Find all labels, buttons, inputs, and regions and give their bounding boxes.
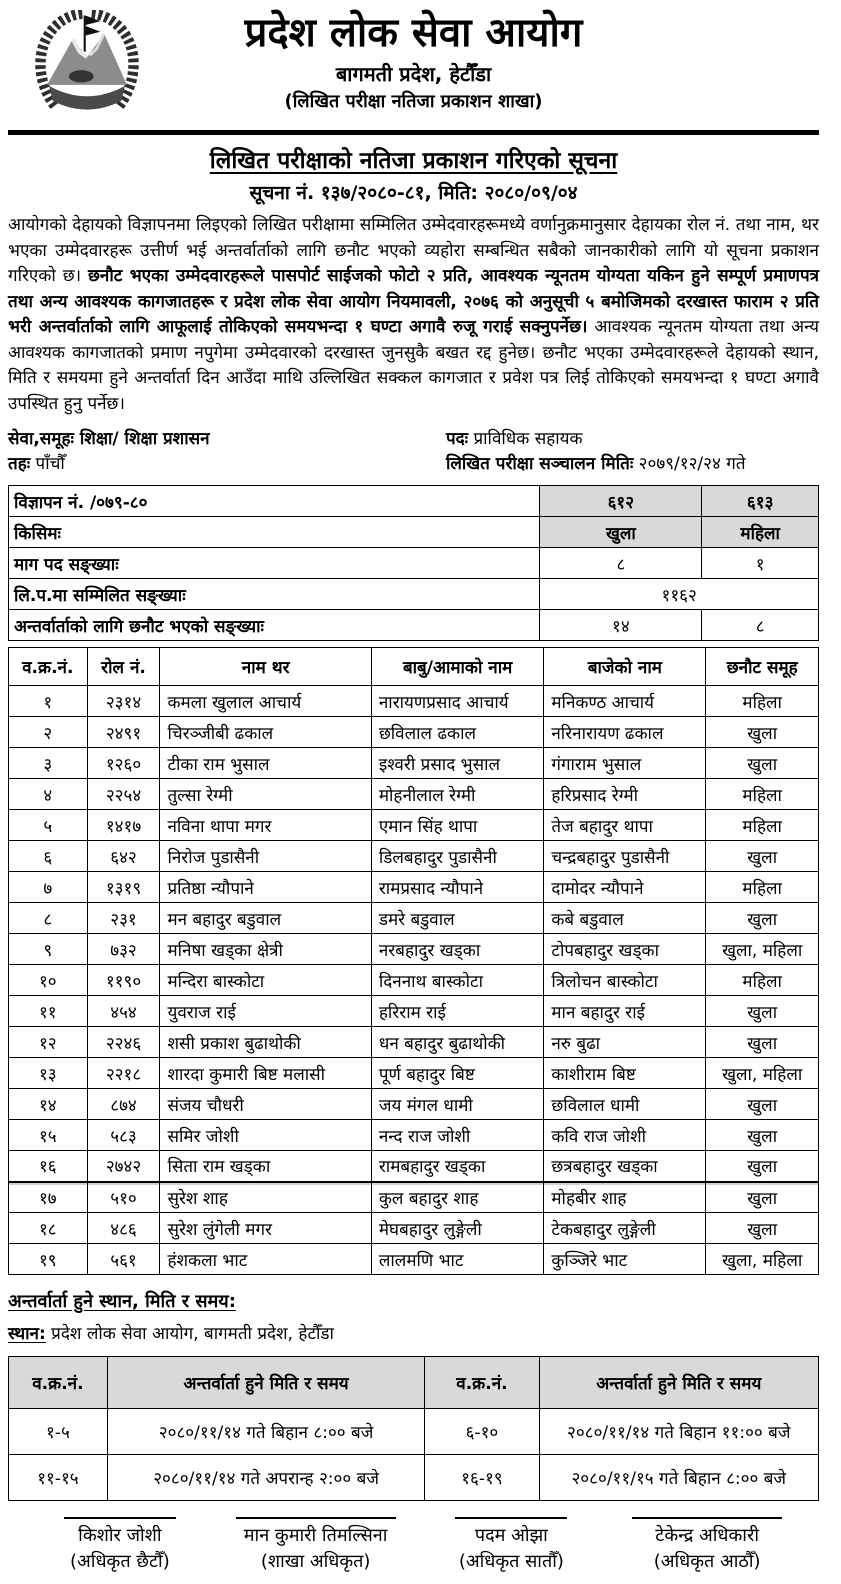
- serial-cell: १५: [9, 1120, 88, 1151]
- roll-cell: १४१७: [87, 810, 160, 841]
- signatory-name: मान कुमारी तिमल्सिना: [243, 1525, 388, 1546]
- group-cell: खुला: [706, 1182, 819, 1213]
- schedule-row: [9, 1455, 819, 1501]
- roll-cell: ६४२: [87, 841, 160, 872]
- results-table: [8, 647, 819, 1275]
- grandfather-cell: टेकबहादुर लुङ्गेली: [544, 1213, 706, 1244]
- father-mother-cell: इश्वरी प्रसाद भुसाल: [371, 748, 544, 779]
- level-line: [8, 452, 446, 477]
- grandfather-cell: नरु बुढा: [544, 1027, 706, 1058]
- group-cell: महिला: [706, 686, 819, 717]
- name-cell: सिता राम खड्का: [160, 1151, 371, 1182]
- location-value: प्रदेश लोक सेवा आयोग, बागमती प्रदेश, हेटौँडा: [45, 1324, 334, 1344]
- service-group-value: शिक्षा/ शिक्षा प्रशासन: [73, 429, 210, 449]
- father-mother-cell: एमान सिंह थापा: [371, 810, 544, 841]
- demand-posts-female: १: [702, 548, 819, 579]
- signatures-row: [8, 1517, 819, 1575]
- grandfather-cell: कवि राज जोशी: [544, 1120, 706, 1151]
- org-province: बागमती प्रदेश, हेटौँडा: [335, 62, 492, 86]
- result-row: [9, 1244, 819, 1275]
- name-cell: शसी प्रकाश बुढाथोकी: [160, 1027, 371, 1058]
- name-cell: युवराज राई: [160, 996, 371, 1027]
- advertisement-summary-table: [8, 485, 819, 641]
- para-normal-2: आवश्यक न्यूनतम योग्यता तथा अन्य आवश्यक कागजातको प्रमाण नपुगेमा उम्मेदवारको दरखास्त जुनसुकै बखत रद्द हुनेछ। छनौट भएका उम्मेदवारहरूले देहायको स्थान, मिति र समयमा हुने अन्तर्वार्ता दिन आउँदा माथि उल्लिखित सक्कल कागजात र प्रवेश पत्र लिई तोकिएको समयभन्दा १ घण्टा अगावै उपस्थित हुनु पर्नेछ।: [8, 317, 819, 414]
- demand-posts-open: ८: [540, 548, 702, 579]
- group-cell: खुला: [706, 1120, 819, 1151]
- post-line: [446, 427, 819, 452]
- serial-cell: ११: [9, 996, 88, 1027]
- post-value: प्राविधिक सहायक: [468, 429, 583, 449]
- signature-block: [414, 1517, 610, 1575]
- result-row: [9, 748, 819, 779]
- roll-cell: ४५४: [87, 996, 160, 1027]
- result-row: [9, 934, 819, 965]
- group-cell: खुला: [706, 841, 819, 872]
- result-row: [9, 1089, 819, 1120]
- header-full-name: नाम थर: [160, 648, 371, 686]
- grandfather-cell: गंगाराम भुसाल: [544, 748, 706, 779]
- roll-cell: २३१: [87, 903, 160, 934]
- result-row: [9, 1120, 819, 1151]
- name-cell: चिरञ्जीबी ढकाल: [160, 717, 371, 748]
- signatory-role: (अधिकृत आठौँ): [653, 1551, 761, 1572]
- schedule-header-datetime-2: अन्तर्वार्ता हुने मिति र समय: [539, 1357, 818, 1409]
- grandfather-cell: मोहबीर शाह: [544, 1182, 706, 1213]
- roll-cell: १३१९: [87, 872, 160, 903]
- serial-cell: १२: [9, 1027, 88, 1058]
- grandfather-cell: हरिप्रसाद रेग्मी: [544, 779, 706, 810]
- father-mother-cell: दिननाथ बास्कोटा: [371, 965, 544, 996]
- results-header-row: [9, 648, 819, 686]
- father-mother-cell: धन बहादुर बुढाथोकी: [371, 1027, 544, 1058]
- serial-cell: १०: [9, 965, 88, 996]
- result-row: [9, 717, 819, 748]
- service-group-line: [8, 427, 446, 452]
- signature-block: [609, 1517, 805, 1575]
- name-cell: मन्दिरा बास्कोटा: [160, 965, 371, 996]
- name-cell: टीका राम भुसाल: [160, 748, 371, 779]
- signature-line: [455, 1517, 567, 1519]
- name-cell: प्रतिष्ठा न्यौपाने: [160, 872, 371, 903]
- result-row: [9, 903, 819, 934]
- group-cell: महिला: [706, 779, 819, 810]
- org-branch: (लिखित परीक्षा नतिजा प्रकाशन शाखा): [284, 91, 543, 112]
- name-cell: संजय चौधरी: [160, 1089, 371, 1120]
- meta-right-column: [446, 427, 819, 477]
- exam-date-value: २०७९/१२/२४ गते: [633, 454, 746, 474]
- father-mother-cell: छविलाल ढकाल: [371, 717, 544, 748]
- result-row: [9, 996, 819, 1027]
- serial-cell: ७: [9, 872, 88, 903]
- grandfather-cell: कुञ्जिरे भाट: [544, 1244, 706, 1275]
- roll-cell: ४८६: [87, 1213, 160, 1244]
- serial-cell: ३: [9, 748, 88, 779]
- serial-cell: २: [9, 717, 88, 748]
- group-cell: खुला, महिला: [706, 1058, 819, 1089]
- father-mother-cell: डमरे बडुवाल: [371, 903, 544, 934]
- notice-number: सूचना नं. १३७/२०८०-८१, मिति: २०८०/०९/०४: [249, 182, 578, 204]
- group-cell: खुला: [706, 717, 819, 748]
- header-grandfather-name: बाजेको नाम: [544, 648, 706, 686]
- name-cell: नविना थापा मगर: [160, 810, 371, 841]
- grandfather-cell: टोपबहादुर खड्का: [544, 934, 706, 965]
- name-cell: मन बहादुर बडुवाल: [160, 903, 371, 934]
- signature-line: [64, 1517, 176, 1519]
- father-mother-cell: रामबहादुर खड्का: [371, 1151, 544, 1182]
- grandfather-cell: छविलाल धामी: [544, 1089, 706, 1120]
- service-group-label: सेवा,समूहः: [8, 429, 74, 449]
- header-roll-no: रोल नं.: [87, 648, 160, 686]
- selected-count-female: ८: [702, 610, 819, 641]
- exam-date-line: [446, 452, 819, 477]
- roll-cell: ११९०: [87, 965, 160, 996]
- grandfather-cell: नरिनारायण ढकाल: [544, 717, 706, 748]
- name-cell: निरोज पुडासैनी: [160, 841, 371, 872]
- roll-cell: २७४२: [87, 1151, 160, 1182]
- father-mother-cell: मेघबहादुर लुङ्गेली: [371, 1213, 544, 1244]
- schedule-datetime-cell: २०८०/११/१५ गते बिहान ८:०० बजे: [539, 1455, 818, 1501]
- father-mother-cell: हरिराम राई: [371, 996, 544, 1027]
- table-row: [9, 486, 819, 517]
- father-mother-cell: मोहनीलाल रेग्मी: [371, 779, 544, 810]
- interview-heading: अन्तर्वार्ता हुने स्थान, मिति र समय:: [8, 1291, 236, 1312]
- group-cell: खुला: [706, 748, 819, 779]
- grandfather-cell: तेज बहादुर थापा: [544, 810, 706, 841]
- appeared-count-value: ११६२: [540, 579, 819, 610]
- group-cell: खुला: [706, 1027, 819, 1058]
- roll-cell: ८७४: [87, 1089, 160, 1120]
- type-open: खुला: [540, 517, 702, 548]
- schedule-row: [9, 1409, 819, 1455]
- schedule-header-serial-2: व.क्र.नं.: [425, 1357, 539, 1409]
- selected-count-label: अन्तर्वार्ताको लागि छनौट भएको सङ्ख्याः: [9, 610, 540, 641]
- father-mother-cell: डिलबहादुर पुडासैनी: [371, 841, 544, 872]
- meta-left-column: [8, 427, 446, 477]
- advert-no-open: ६१२: [540, 486, 702, 517]
- results-table-body: [9, 686, 819, 1275]
- level-value: पाँचौँ: [30, 454, 65, 474]
- father-mother-cell: रामप्रसाद न्यौपाने: [371, 872, 544, 903]
- signatory-role: (अधिकृत छैटौँ): [70, 1551, 170, 1572]
- letterhead: [8, 6, 819, 124]
- roll-cell: १२६०: [87, 748, 160, 779]
- table-row: [9, 610, 819, 641]
- result-row: [9, 686, 819, 717]
- para-normal-1: आयोगको देहायको विज्ञापनमा लिइएको लिखित परीक्षामा सम्मिलित उम्मेदवारहरूमध्ये वर्णानुक्रमानुसार देहायका रोल नं. तथा नाम, थर भएका उम्मेदवारहरू उत्तीर्ण भई अन्तर्वार्ताको लागि छनौट भएको व्यहोरा सम्बन्धित सबैको जानकारीको लागि यो सूचना प्रकाशन गरिएको छ।: [8, 215, 819, 286]
- name-cell: सुरेश शाह: [160, 1182, 371, 1213]
- nepal-coat-of-arms-logo: [30, 10, 144, 118]
- group-cell: खुला: [706, 1213, 819, 1244]
- serial-cell: ९: [9, 934, 88, 965]
- grandfather-cell: त्रिलोचन बास्कोटा: [544, 965, 706, 996]
- post-label: पदः: [445, 429, 469, 449]
- serial-cell: १७: [9, 1182, 88, 1213]
- grandfather-cell: काशीराम बिष्ट: [544, 1058, 706, 1089]
- type-female: महिला: [702, 517, 819, 548]
- roll-cell: २४९१: [87, 717, 160, 748]
- signature-block: [22, 1517, 218, 1575]
- result-row: [9, 1182, 819, 1213]
- header-divider: [8, 130, 819, 135]
- roll-cell: २२४६: [87, 1027, 160, 1058]
- roll-cell: ५६१: [87, 1244, 160, 1275]
- notice-body-paragraph: [8, 213, 819, 417]
- demand-posts-label: माग पद सङ्ख्याः: [9, 548, 540, 579]
- group-cell: खुला: [706, 1151, 819, 1182]
- name-cell: हंशकला भाट: [160, 1244, 371, 1275]
- name-cell: सुरेश लुंगेली मगर: [160, 1213, 371, 1244]
- signatory-name: पदम ओझा: [474, 1525, 548, 1546]
- name-cell: मनिषा खड्का क्षेत्री: [160, 934, 371, 965]
- location-label: स्थान:: [8, 1324, 46, 1344]
- interview-location-line: [8, 1321, 819, 1344]
- father-mother-cell: पूर्ण बहादुर बिष्ट: [371, 1058, 544, 1089]
- serial-cell: १९: [9, 1244, 88, 1275]
- serial-cell: ४: [9, 779, 88, 810]
- roll-cell: २२५४: [87, 779, 160, 810]
- schedule-header-serial-1: व.क्र.नं.: [9, 1357, 108, 1409]
- roll-cell: ५८३: [87, 1120, 160, 1151]
- serial-cell: १३: [9, 1058, 88, 1089]
- grandfather-cell: छत्रबहादुर खड्का: [544, 1151, 706, 1182]
- signature-line: [632, 1517, 782, 1519]
- group-cell: महिला: [706, 872, 819, 903]
- header-serial-no: व.क्र.नं.: [9, 648, 88, 686]
- grandfather-cell: दामोदर न्यौपाने: [544, 872, 706, 903]
- group-cell: खुला: [706, 1089, 819, 1120]
- father-mother-cell: लालमणि भाट: [371, 1244, 544, 1275]
- level-label: तहः: [8, 454, 31, 474]
- signature-block: [218, 1517, 414, 1575]
- header-father-mother-name: बाबु/आमाको नाम: [371, 648, 544, 686]
- group-cell: खुला, महिला: [706, 1244, 819, 1275]
- name-cell: समिर जोशी: [160, 1120, 371, 1151]
- result-row: [9, 1151, 819, 1182]
- father-mother-cell: कुल बहादुर शाह: [371, 1182, 544, 1213]
- header-selection-group: छनौट समूह: [706, 648, 819, 686]
- advert-no-label: विज्ञापन नं. /०७९-८०: [9, 486, 540, 517]
- schedule-range-cell: ६-१०: [425, 1409, 539, 1455]
- table-row: [9, 548, 819, 579]
- emblem-icon: [30, 10, 144, 118]
- table-row: [9, 517, 819, 548]
- table-row: [9, 579, 819, 610]
- group-cell: खुला: [706, 996, 819, 1027]
- father-mother-cell: नारायणप्रसाद आचार्य: [371, 686, 544, 717]
- type-label: किसिमः: [9, 517, 540, 548]
- schedule-datetime-cell: २०८०/११/१४ गते बिहान ८:०० बजे: [107, 1409, 425, 1455]
- notice-title: लिखित परीक्षाको नतिजा प्रकाशन गरिएको सूचना: [209, 148, 618, 174]
- signatory-name: टेकेन्द्र अधिकारी: [655, 1525, 759, 1546]
- group-cell: महिला: [706, 965, 819, 996]
- interview-schedule-table: [8, 1356, 819, 1501]
- schedule-range-cell: १-५: [9, 1409, 108, 1455]
- org-name: प्रदेश लोक सेवा आयोग: [244, 10, 583, 56]
- name-cell: कमला खुलाल आचार्य: [160, 686, 371, 717]
- result-row: [9, 965, 819, 996]
- schedule-range-cell: १६-१९: [425, 1455, 539, 1501]
- result-row: [9, 872, 819, 903]
- serial-cell: १: [9, 686, 88, 717]
- signature-line: [236, 1517, 396, 1519]
- serial-cell: ६: [9, 841, 88, 872]
- schedule-range-cell: ११-१५: [9, 1455, 108, 1501]
- group-cell: खुला, महिला: [706, 934, 819, 965]
- appeared-count-label: लि.प.मा सम्मिलित सङ्ख्याः: [9, 579, 540, 610]
- name-cell: तुल्सा रेग्मी: [160, 779, 371, 810]
- advert-no-female: ६१३: [702, 486, 819, 517]
- serial-cell: १४: [9, 1089, 88, 1120]
- meta-block: [8, 427, 819, 477]
- selected-count-open: १४: [540, 610, 702, 641]
- signatory-name: किशोर जोशी: [78, 1525, 162, 1546]
- roll-cell: २२१८: [87, 1058, 160, 1089]
- schedule-header-datetime-1: अन्तर्वार्ता हुने मिति र समय: [107, 1357, 425, 1409]
- schedule-datetime-cell: २०८०/११/१४ गते बिहान ११:०० बजे: [539, 1409, 818, 1455]
- father-mother-cell: नन्द राज जोशी: [371, 1120, 544, 1151]
- signatory-role: (शाखा अधिकृत): [260, 1551, 371, 1572]
- father-mother-cell: नरबहादुर खड्का: [371, 934, 544, 965]
- exam-date-label: लिखित परीक्षा सञ्चालन मितिः: [445, 454, 634, 474]
- schedule-datetime-cell: २०८०/११/१४ गते अपरान्ह २:०० बजे: [107, 1455, 425, 1501]
- serial-cell: ५: [9, 810, 88, 841]
- roll-cell: ७३२: [87, 934, 160, 965]
- result-row: [9, 1213, 819, 1244]
- serial-cell: १८: [9, 1213, 88, 1244]
- signatory-role: (अधिकृत सातौँ): [458, 1551, 564, 1572]
- grandfather-cell: मनिकण्ठ आचार्य: [544, 686, 706, 717]
- grandfather-cell: कबे बडुवाल: [544, 903, 706, 934]
- result-row: [9, 1027, 819, 1058]
- result-row: [9, 1058, 819, 1089]
- father-mother-cell: जय मंगल धामी: [371, 1089, 544, 1120]
- schedule-header-row: [9, 1357, 819, 1409]
- grandfather-cell: चन्द्रबहादुर पुडासैनी: [544, 841, 706, 872]
- name-cell: शारदा कुमारी बिष्ट मलासी: [160, 1058, 371, 1089]
- result-row: [9, 810, 819, 841]
- serial-cell: ८: [9, 903, 88, 934]
- roll-cell: २३१४: [87, 686, 160, 717]
- group-cell: खुला: [706, 903, 819, 934]
- grandfather-cell: मान बहादुर राई: [544, 996, 706, 1027]
- roll-cell: ५१०: [87, 1182, 160, 1213]
- group-cell: महिला: [706, 810, 819, 841]
- result-row: [9, 779, 819, 810]
- result-row: [9, 841, 819, 872]
- serial-cell: १६: [9, 1151, 88, 1182]
- para-bold: छनौट भएका उम्मेदवारहरूले पासपोर्ट साईजको फोटो २ प्रति, आवश्यक न्यूनतम योग्यता यकिन हुने सम्पूर्ण प्रमाणपत्र तथा अन्य आवश्यक कागजातहरू र प्रदेश लोक सेवा आयोग नियमावली, २०७६ को अनुसूची ५ बमोजिमको दरखास्त फाराम २ प्रति भरी अन्तर्वार्ताको लागि आफूलाई तोकिएको समयभन्दा १ घण्टा अगावै रुजू गराई सक्नुपर्नेछ।: [8, 266, 819, 337]
